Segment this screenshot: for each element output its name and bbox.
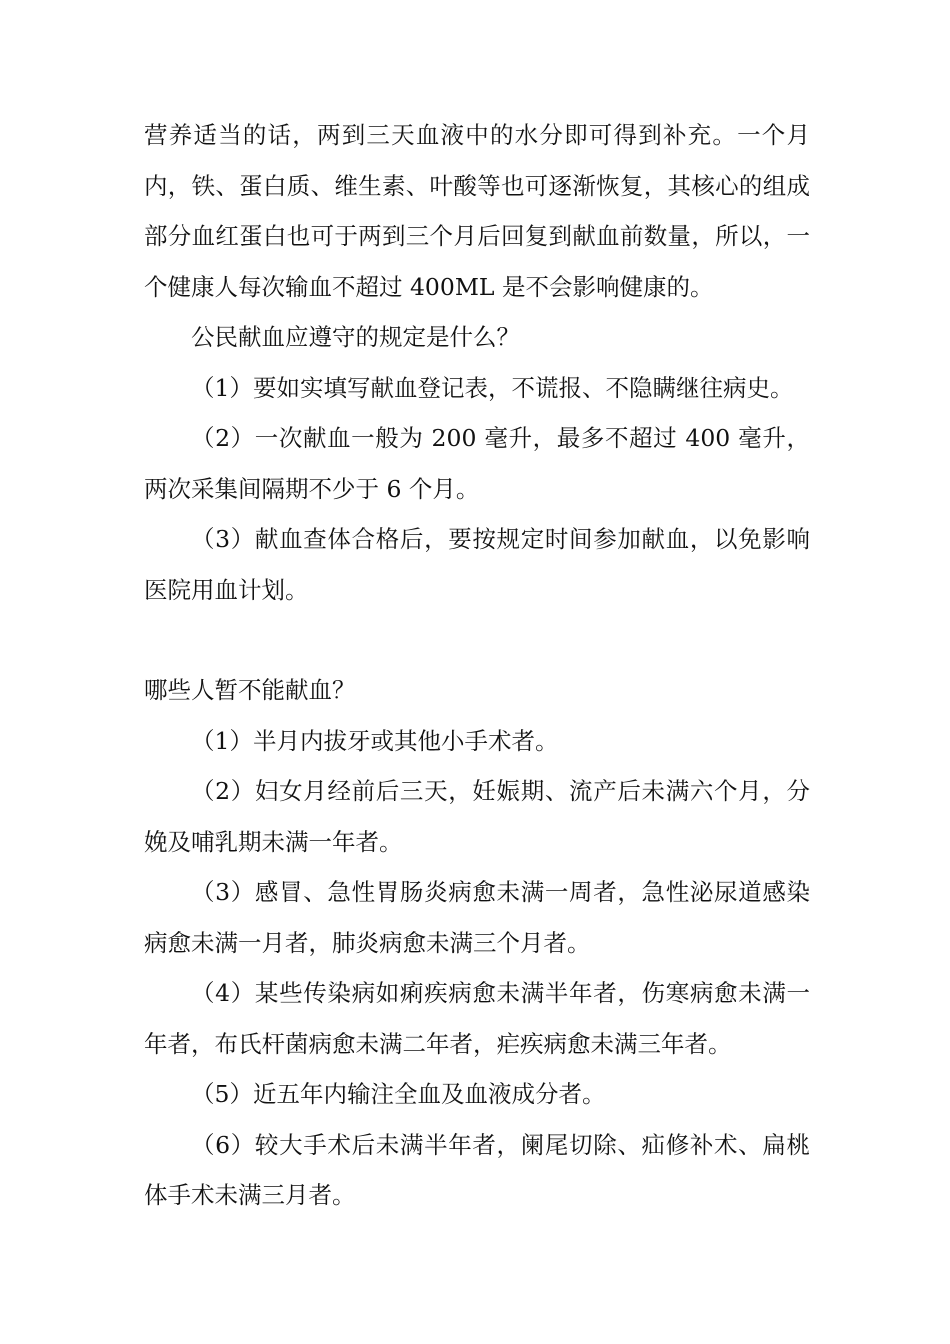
list-item: （5）近五年内输注全血及血液成分者。 xyxy=(191,1080,606,1108)
list-item: （3）献血查体合格后，要按规定时间参加献血，以免影响医院用血计划。 xyxy=(144,525,810,604)
list-item: （6）较大手术后未满半年者，阑尾切除、疝修补术、扁桃体手术未满三月者。 xyxy=(144,1130,810,1209)
list-item: （1）要如实填写献血登记表，不谎报、不隐瞒继往病史。 xyxy=(191,373,794,402)
list-item: （4）某些传染病如痢疾病愈未满半年者，伤寒病愈未满一年者，布氏杆菌病愈未满二年者，疟疾病愈未满三年者。 xyxy=(144,979,810,1058)
paragraph-spacer xyxy=(144,615,810,665)
section-heading-ineligible-donors: 哪些人暂不能献血？ xyxy=(144,676,356,704)
document-body xyxy=(144,110,810,1221)
list-item: （1）半月内拔牙或其他小手术者。 xyxy=(191,726,559,755)
list-item: （2）妇女月经前后三天，妊娠期、流产后未满六个月，分娩及哺乳期未满一年者。 xyxy=(144,777,810,856)
list-item: （2）一次献血一般为 200 毫升，最多不超过 400 毫升，两次采集间隔期不少于 6 个月。 xyxy=(144,424,810,503)
continuation-paragraph: 营养适当的话，两到三天血液中的水分即可得到补充。一个月内，铁、蛋白质、维生素、叶酸等也可逐渐恢复，其核心的组成部分血红蛋白也可于两到三个月后回复到献血前数量，所以，一个健康人每次输血不超过 400ML 是不会影响健康的。 xyxy=(144,121,810,301)
section-heading-donation-rules: 公民献血应遵守的规定是什么？ xyxy=(191,323,520,351)
list-item: （3）感冒、急性胃肠炎病愈未满一周者，急性泌尿道感染病愈未满一月者，肺炎病愈未满三个月者。 xyxy=(144,878,810,957)
